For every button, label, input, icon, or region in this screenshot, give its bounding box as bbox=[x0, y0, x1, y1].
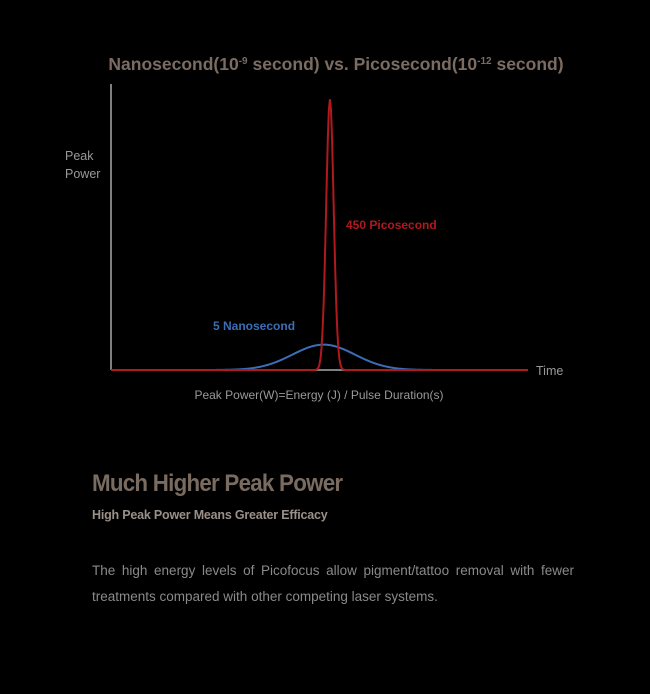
section-heading: Much Higher Peak Power bbox=[92, 470, 343, 497]
nanosecond-label: 5 Nanosecond bbox=[213, 319, 296, 333]
picosecond-label: 450 Picosecond bbox=[346, 218, 437, 232]
y-axis-label-line1: Peak bbox=[65, 149, 94, 163]
chart-title-part1: Nanosecond(10 bbox=[108, 54, 239, 74]
chart-title-part3: second) bbox=[491, 54, 564, 74]
y-axis-label-line2: Power bbox=[65, 167, 101, 181]
chart-title-exponent-pico: -12 bbox=[477, 56, 492, 67]
section-body: The high energy levels of Picofocus allow pigment/tattoo removal with fewer treatments compared with other competing laser systems. bbox=[92, 563, 574, 604]
section-subheading: High Peak Power Means Greater Efficacy bbox=[92, 508, 328, 522]
chart-title-part2: second) vs. Picosecond(10 bbox=[247, 54, 478, 74]
x-axis-label: Time bbox=[536, 364, 564, 378]
picosecond-curve bbox=[111, 99, 528, 370]
formula-label: Peak Power(W)=Energy (J) / Pulse Duration(s) bbox=[194, 388, 444, 402]
chart-title-exponent-nano: -9 bbox=[238, 56, 248, 67]
